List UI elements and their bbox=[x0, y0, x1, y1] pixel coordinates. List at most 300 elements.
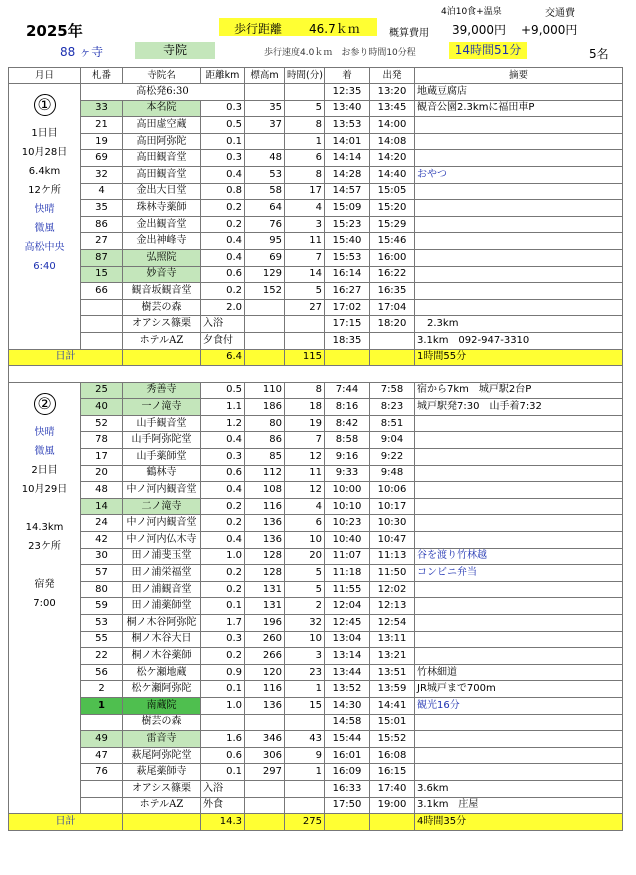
minutes-cell: 20 bbox=[285, 548, 325, 565]
total-time: 4時間35分 bbox=[415, 814, 623, 831]
arrival-cell: 12:04 bbox=[325, 598, 370, 615]
arrival-cell: 8:16 bbox=[325, 399, 370, 416]
day-info-line: 2日目 bbox=[31, 464, 58, 476]
memo-cell bbox=[415, 731, 623, 748]
table-row bbox=[9, 216, 623, 233]
cost-label: 概算費用 bbox=[389, 28, 429, 39]
column-header: 月日 bbox=[9, 68, 81, 84]
altitude-cell: 128 bbox=[245, 548, 285, 565]
minutes-cell: 6 bbox=[285, 150, 325, 167]
memo-cell: 竹林細道 bbox=[415, 664, 623, 681]
arrival-cell: 17:15 bbox=[325, 316, 370, 333]
departure-cell: 18:20 bbox=[370, 316, 415, 333]
distance-cell: 0.3 bbox=[201, 150, 245, 167]
minutes-cell: 6 bbox=[285, 515, 325, 532]
temple-number: 56 bbox=[81, 664, 123, 681]
total-empty bbox=[245, 814, 285, 831]
temple-number: 32 bbox=[81, 166, 123, 183]
distance-cell: 0.6 bbox=[201, 465, 245, 482]
distance-cell: 1.0 bbox=[201, 697, 245, 714]
minutes-cell: 15 bbox=[285, 697, 325, 714]
memo-cell bbox=[415, 415, 623, 432]
table-row bbox=[9, 233, 623, 250]
temple-name: 妙音寺 bbox=[123, 266, 201, 283]
temple-name: ホテルAZ bbox=[123, 332, 201, 349]
departure-cell: 13:59 bbox=[370, 681, 415, 698]
altitude-cell bbox=[245, 332, 285, 349]
temple-name: 二ノ滝寺 bbox=[123, 498, 201, 515]
departure-cell: 16:35 bbox=[370, 283, 415, 300]
temple-number: 59 bbox=[81, 598, 123, 615]
empty-cell bbox=[285, 84, 325, 101]
arrival-cell: 12:45 bbox=[325, 615, 370, 632]
temple-name: 中ノ河内観音堂 bbox=[123, 515, 201, 532]
altitude-cell: 131 bbox=[245, 598, 285, 615]
temple-number: 35 bbox=[81, 200, 123, 217]
table-row bbox=[9, 183, 623, 200]
memo-cell bbox=[415, 515, 623, 532]
distance-cell: 0.2 bbox=[201, 216, 245, 233]
departure-cell: 13:45 bbox=[370, 100, 415, 117]
departure-cell: 16:22 bbox=[370, 266, 415, 283]
memo-cell bbox=[415, 615, 623, 632]
temple-name: 本名院 bbox=[123, 100, 201, 117]
table-row bbox=[9, 200, 623, 217]
total-distance: 6.4 bbox=[201, 349, 245, 366]
table-row bbox=[9, 498, 623, 515]
day-info-line: 宿発 bbox=[34, 578, 55, 590]
day2-info bbox=[9, 382, 81, 813]
column-header: 時間(分) bbox=[285, 68, 325, 84]
altitude-cell bbox=[245, 797, 285, 814]
departure-cell: 11:13 bbox=[370, 548, 415, 565]
temple-number: 52 bbox=[81, 415, 123, 432]
table-row bbox=[9, 117, 623, 134]
temple-number: 1 bbox=[81, 697, 123, 714]
distance-cell: 1.1 bbox=[201, 399, 245, 416]
arrival-cell: 13:40 bbox=[325, 100, 370, 117]
temple-name: 金出神峰寺 bbox=[123, 233, 201, 250]
distance-cell: 0.3 bbox=[201, 100, 245, 117]
altitude-cell: 152 bbox=[245, 283, 285, 300]
departure-cell: 14:20 bbox=[370, 150, 415, 167]
temple-name: 雷音寺 bbox=[123, 731, 201, 748]
table-row bbox=[9, 764, 623, 781]
column-header: 距離km bbox=[201, 68, 245, 84]
total-empty bbox=[370, 814, 415, 831]
temple-number: 17 bbox=[81, 449, 123, 466]
day-info-line: 7:00 bbox=[33, 597, 56, 609]
arrival-cell: 13:52 bbox=[325, 681, 370, 698]
departure-cell: 10:47 bbox=[370, 532, 415, 549]
temple-number: 78 bbox=[81, 432, 123, 449]
arrival-cell: 11:07 bbox=[325, 548, 370, 565]
temple-name: 珠林寺薬師 bbox=[123, 200, 201, 217]
altitude-cell: 108 bbox=[245, 482, 285, 499]
temple-name: 田ノ浦観音堂 bbox=[123, 581, 201, 598]
memo-cell bbox=[415, 532, 623, 549]
column-header: 寺院名 bbox=[123, 68, 201, 84]
meal-note: 4泊10食+温泉 bbox=[441, 7, 502, 17]
arrival-cell: 10:40 bbox=[325, 532, 370, 549]
day-info-line: 14.3km bbox=[25, 521, 64, 533]
cost-value: 39,000円 bbox=[452, 23, 506, 37]
total-empty bbox=[325, 349, 370, 366]
altitude-cell: 136 bbox=[245, 515, 285, 532]
arrival-cell: 13:53 bbox=[325, 117, 370, 134]
departure-cell: 14:08 bbox=[370, 133, 415, 150]
header-row bbox=[9, 68, 623, 84]
cost-extra: +9,000円 bbox=[521, 23, 578, 37]
departure-cell: 14:41 bbox=[370, 697, 415, 714]
total-empty bbox=[370, 349, 415, 366]
departure-cell: 10:06 bbox=[370, 482, 415, 499]
minutes-cell: 5 bbox=[285, 283, 325, 300]
day-info-line: 6.4km bbox=[28, 166, 61, 177]
day-info-line: 微風 bbox=[34, 223, 55, 234]
distance-cell: 0.4 bbox=[201, 482, 245, 499]
distance-cell: 0.2 bbox=[201, 283, 245, 300]
distance-cell: 0.2 bbox=[201, 648, 245, 665]
temple-number: 33 bbox=[81, 100, 123, 117]
altitude-cell: 110 bbox=[245, 382, 285, 399]
temple-number: 15 bbox=[81, 266, 123, 283]
arrival-cell: 9:16 bbox=[325, 449, 370, 466]
memo-cell bbox=[415, 249, 623, 266]
minutes-cell: 7 bbox=[285, 249, 325, 266]
arrival-cell: 14:57 bbox=[325, 183, 370, 200]
temple-name: 松ケ瀬地蔵 bbox=[123, 664, 201, 681]
total-empty bbox=[123, 814, 201, 831]
temple-name: 南蔵院 bbox=[123, 697, 201, 714]
temple-number: 42 bbox=[81, 532, 123, 549]
temple-number: 20 bbox=[81, 465, 123, 482]
minutes-cell: 11 bbox=[285, 465, 325, 482]
minutes-cell: 3 bbox=[285, 216, 325, 233]
year-label: 2025年 bbox=[26, 22, 83, 40]
arrival-cell: 16:33 bbox=[325, 780, 370, 797]
temple-name: ホテルAZ bbox=[123, 797, 201, 814]
temple-name: 桐ノ木谷大日 bbox=[123, 631, 201, 648]
day-info-line: 高松中央 bbox=[24, 242, 65, 253]
departure-cell: 15:01 bbox=[370, 714, 415, 731]
table-row bbox=[9, 648, 623, 665]
minutes-cell bbox=[285, 780, 325, 797]
arrival-cell: 10:00 bbox=[325, 482, 370, 499]
memo-cell: 谷を渡り竹林越 bbox=[415, 548, 623, 565]
table-row bbox=[9, 681, 623, 698]
arrival-cell: 16:14 bbox=[325, 266, 370, 283]
temple-name: 山手薬師堂 bbox=[123, 449, 201, 466]
distance-cell: 0.9 bbox=[201, 664, 245, 681]
altitude-cell: 120 bbox=[245, 664, 285, 681]
minutes-cell: 12 bbox=[285, 449, 325, 466]
memo-cell bbox=[415, 432, 623, 449]
temple-number: 66 bbox=[81, 283, 123, 300]
altitude-cell: 266 bbox=[245, 648, 285, 665]
arrival-cell: 17:02 bbox=[325, 299, 370, 316]
departure-cell: 15:20 bbox=[370, 200, 415, 217]
table-row bbox=[9, 399, 623, 416]
day-number: ② bbox=[34, 393, 56, 415]
memo-cell bbox=[415, 233, 623, 250]
arrival-cell: 17:50 bbox=[325, 797, 370, 814]
minutes-cell bbox=[285, 797, 325, 814]
temple-number bbox=[81, 797, 123, 814]
altitude-cell: 116 bbox=[245, 681, 285, 698]
day1-total-row bbox=[9, 349, 623, 366]
memo-cell: 2.3km bbox=[415, 316, 623, 333]
arrival-cell: 16:01 bbox=[325, 747, 370, 764]
column-header: 出発 bbox=[370, 68, 415, 84]
temple-number: 2 bbox=[81, 681, 123, 698]
distance-cell bbox=[201, 714, 245, 731]
minutes-cell: 32 bbox=[285, 615, 325, 632]
altitude-cell: 136 bbox=[245, 532, 285, 549]
minutes-cell: 11 bbox=[285, 233, 325, 250]
total-empty bbox=[123, 349, 201, 366]
memo-cell bbox=[415, 581, 623, 598]
temple-name: 田ノ浦栄福堂 bbox=[123, 565, 201, 582]
minutes-cell: 17 bbox=[285, 183, 325, 200]
arrival-cell: 15:23 bbox=[325, 216, 370, 233]
departure-cell: 10:17 bbox=[370, 498, 415, 515]
table-row bbox=[9, 100, 623, 117]
table-row bbox=[9, 415, 623, 432]
minutes-cell: 19 bbox=[285, 415, 325, 432]
arrival-cell: 18:35 bbox=[325, 332, 370, 349]
memo-cell bbox=[415, 283, 623, 300]
temple-name: 萩尾薬師寺 bbox=[123, 764, 201, 781]
altitude-cell bbox=[245, 133, 285, 150]
temple-name: 中ノ河内仏木寺 bbox=[123, 532, 201, 549]
arrival-cell: 10:10 bbox=[325, 498, 370, 515]
memo-cell: 3.1km 庄屋 bbox=[415, 797, 623, 814]
arrival-cell: 14:28 bbox=[325, 166, 370, 183]
temple-number: 25 bbox=[81, 382, 123, 399]
table-row bbox=[9, 332, 623, 349]
distance-cell: 0.8 bbox=[201, 183, 245, 200]
memo-cell bbox=[415, 648, 623, 665]
total-distance: 14.3 bbox=[201, 814, 245, 831]
temple-number: 24 bbox=[81, 515, 123, 532]
temple-name: 松ケ瀬阿弥陀 bbox=[123, 681, 201, 698]
total-time: 1時間55分 bbox=[415, 349, 623, 366]
table-row bbox=[9, 515, 623, 532]
departure-cell: 13:21 bbox=[370, 648, 415, 665]
minutes-cell: 10 bbox=[285, 631, 325, 648]
minutes-cell: 1 bbox=[285, 133, 325, 150]
altitude-cell: 346 bbox=[245, 731, 285, 748]
distance-cell: 0.6 bbox=[201, 747, 245, 764]
memo-cell bbox=[415, 449, 623, 466]
temple-number: 4 bbox=[81, 183, 123, 200]
arrival-cell: 10:23 bbox=[325, 515, 370, 532]
table-row bbox=[9, 714, 623, 731]
arrival-cell: 7:44 bbox=[325, 382, 370, 399]
total-minutes: 275 bbox=[285, 814, 325, 831]
temple-number: 80 bbox=[81, 581, 123, 598]
table-row bbox=[9, 150, 623, 167]
distance-cell: 0.2 bbox=[201, 515, 245, 532]
departure-cell: 9:22 bbox=[370, 449, 415, 466]
arrival-cell: 14:01 bbox=[325, 133, 370, 150]
memo-cell: 3.1km 092-947-3310 bbox=[415, 332, 623, 349]
memo-cell bbox=[415, 200, 623, 217]
start-memo: 地蔵豆腐店 bbox=[415, 84, 623, 101]
distance-cell: 0.4 bbox=[201, 432, 245, 449]
temple-label: 寺院 bbox=[135, 42, 215, 59]
distance-cell: 0.2 bbox=[201, 498, 245, 515]
table-row bbox=[9, 747, 623, 764]
temple-name: オアシス篠栗 bbox=[123, 780, 201, 797]
temple-name: 金出大日堂 bbox=[123, 183, 201, 200]
table-row bbox=[9, 548, 623, 565]
table-row bbox=[9, 780, 623, 797]
temple-number: 40 bbox=[81, 399, 123, 416]
table-row bbox=[9, 249, 623, 266]
arrival-cell: 14:58 bbox=[325, 714, 370, 731]
memo-cell bbox=[415, 498, 623, 515]
table-row bbox=[9, 133, 623, 150]
memo-cell: JR城戸まで700m bbox=[415, 681, 623, 698]
people-count: 5名 bbox=[589, 47, 609, 61]
memo-cell bbox=[415, 183, 623, 200]
memo-cell bbox=[415, 631, 623, 648]
departure-cell: 7:58 bbox=[370, 382, 415, 399]
departure-cell: 13:51 bbox=[370, 664, 415, 681]
distance-cell: 0.3 bbox=[201, 631, 245, 648]
table-row bbox=[9, 532, 623, 549]
minutes-cell: 8 bbox=[285, 382, 325, 399]
altitude-cell: 86 bbox=[245, 432, 285, 449]
table-row bbox=[9, 432, 623, 449]
temple-name: 山手阿弥陀堂 bbox=[123, 432, 201, 449]
altitude-cell: 297 bbox=[245, 764, 285, 781]
altitude-cell: 85 bbox=[245, 449, 285, 466]
departure-cell: 12:54 bbox=[370, 615, 415, 632]
minutes-cell: 2 bbox=[285, 598, 325, 615]
day-info-line: 快晴 bbox=[34, 426, 55, 438]
day-info-line: 23ケ所 bbox=[28, 540, 61, 552]
temple-number bbox=[81, 332, 123, 349]
table-row bbox=[9, 598, 623, 615]
column-header: 着 bbox=[325, 68, 370, 84]
day-info-line: 12ケ所 bbox=[28, 185, 61, 196]
minutes-cell: 8 bbox=[285, 166, 325, 183]
minutes-cell: 12 bbox=[285, 482, 325, 499]
day-info-line: 6:40 bbox=[33, 261, 56, 272]
temple-name: 観音坂観音堂 bbox=[123, 283, 201, 300]
minutes-cell: 7 bbox=[285, 432, 325, 449]
departure-cell: 15:05 bbox=[370, 183, 415, 200]
memo-cell bbox=[415, 764, 623, 781]
schedule-table bbox=[8, 67, 623, 831]
table-row bbox=[9, 565, 623, 582]
temple-name: 桐ノ木谷薬師 bbox=[123, 648, 201, 665]
distance-cell: 1.0 bbox=[201, 548, 245, 565]
arrival-cell: 15:44 bbox=[325, 731, 370, 748]
altitude-cell: 64 bbox=[245, 200, 285, 217]
distance-cell: 0.2 bbox=[201, 581, 245, 598]
start-arrive: 12:35 bbox=[325, 84, 370, 101]
minutes-cell bbox=[285, 316, 325, 333]
day-info-line: 微風 bbox=[34, 445, 55, 457]
speed-note: 歩行速度4.0ｋｍ お参り時間10分程 bbox=[264, 48, 416, 58]
table-row bbox=[9, 266, 623, 283]
altitude-cell: 35 bbox=[245, 100, 285, 117]
table-row bbox=[9, 631, 623, 648]
distance-cell: 0.4 bbox=[201, 233, 245, 250]
altitude-cell bbox=[245, 714, 285, 731]
day-separator bbox=[9, 366, 623, 383]
arrival-cell: 8:58 bbox=[325, 432, 370, 449]
memo-cell bbox=[415, 714, 623, 731]
distance-cell: 0.2 bbox=[201, 200, 245, 217]
minutes-cell: 4 bbox=[285, 200, 325, 217]
table-row bbox=[9, 382, 623, 399]
temple-name: 桐ノ木谷阿弥陀 bbox=[123, 615, 201, 632]
distance-value: 46.7ｋｍ bbox=[309, 22, 360, 36]
memo-cell bbox=[415, 299, 623, 316]
arrival-cell: 13:44 bbox=[325, 664, 370, 681]
arrival-cell: 15:40 bbox=[325, 233, 370, 250]
memo-cell bbox=[415, 150, 623, 167]
distance-cell: 入浴 bbox=[201, 780, 245, 797]
altitude-cell: 69 bbox=[245, 249, 285, 266]
temple-number: 21 bbox=[81, 117, 123, 134]
distance-cell: 0.5 bbox=[201, 117, 245, 134]
table-row bbox=[9, 449, 623, 466]
altitude-cell: 306 bbox=[245, 747, 285, 764]
altitude-cell: 48 bbox=[245, 150, 285, 167]
table-row bbox=[9, 615, 623, 632]
departure-cell: 8:23 bbox=[370, 399, 415, 416]
temple-name: 高田観音堂 bbox=[123, 150, 201, 167]
temple-name: 弘照院 bbox=[123, 249, 201, 266]
temple-number bbox=[81, 299, 123, 316]
distance-cell: 0.1 bbox=[201, 133, 245, 150]
departure-cell: 15:29 bbox=[370, 216, 415, 233]
departure-cell: 16:15 bbox=[370, 764, 415, 781]
temple-name: 鶴林寺 bbox=[123, 465, 201, 482]
altitude-cell: 95 bbox=[245, 233, 285, 250]
temple-number bbox=[81, 316, 123, 333]
temple-name: 樹芸の森 bbox=[123, 299, 201, 316]
departure-cell: 10:30 bbox=[370, 515, 415, 532]
altitude-cell: 58 bbox=[245, 183, 285, 200]
temple-number: 19 bbox=[81, 133, 123, 150]
departure-cell: 19:00 bbox=[370, 797, 415, 814]
temple-number: 30 bbox=[81, 548, 123, 565]
minutes-cell: 3 bbox=[285, 648, 325, 665]
table-row bbox=[9, 664, 623, 681]
temple-number: 27 bbox=[81, 233, 123, 250]
table-row bbox=[9, 299, 623, 316]
departure-cell: 13:11 bbox=[370, 631, 415, 648]
departure-cell: 9:04 bbox=[370, 432, 415, 449]
day-info-line: 1日目 bbox=[31, 128, 58, 139]
memo-cell bbox=[415, 266, 623, 283]
memo-cell bbox=[415, 216, 623, 233]
distance-cell: 0.1 bbox=[201, 681, 245, 698]
altitude-cell: 129 bbox=[245, 266, 285, 283]
minutes-cell: 14 bbox=[285, 266, 325, 283]
table-row bbox=[9, 731, 623, 748]
departure-cell: 8:51 bbox=[370, 415, 415, 432]
departure-cell: 12:02 bbox=[370, 581, 415, 598]
altitude-cell: 186 bbox=[245, 399, 285, 416]
